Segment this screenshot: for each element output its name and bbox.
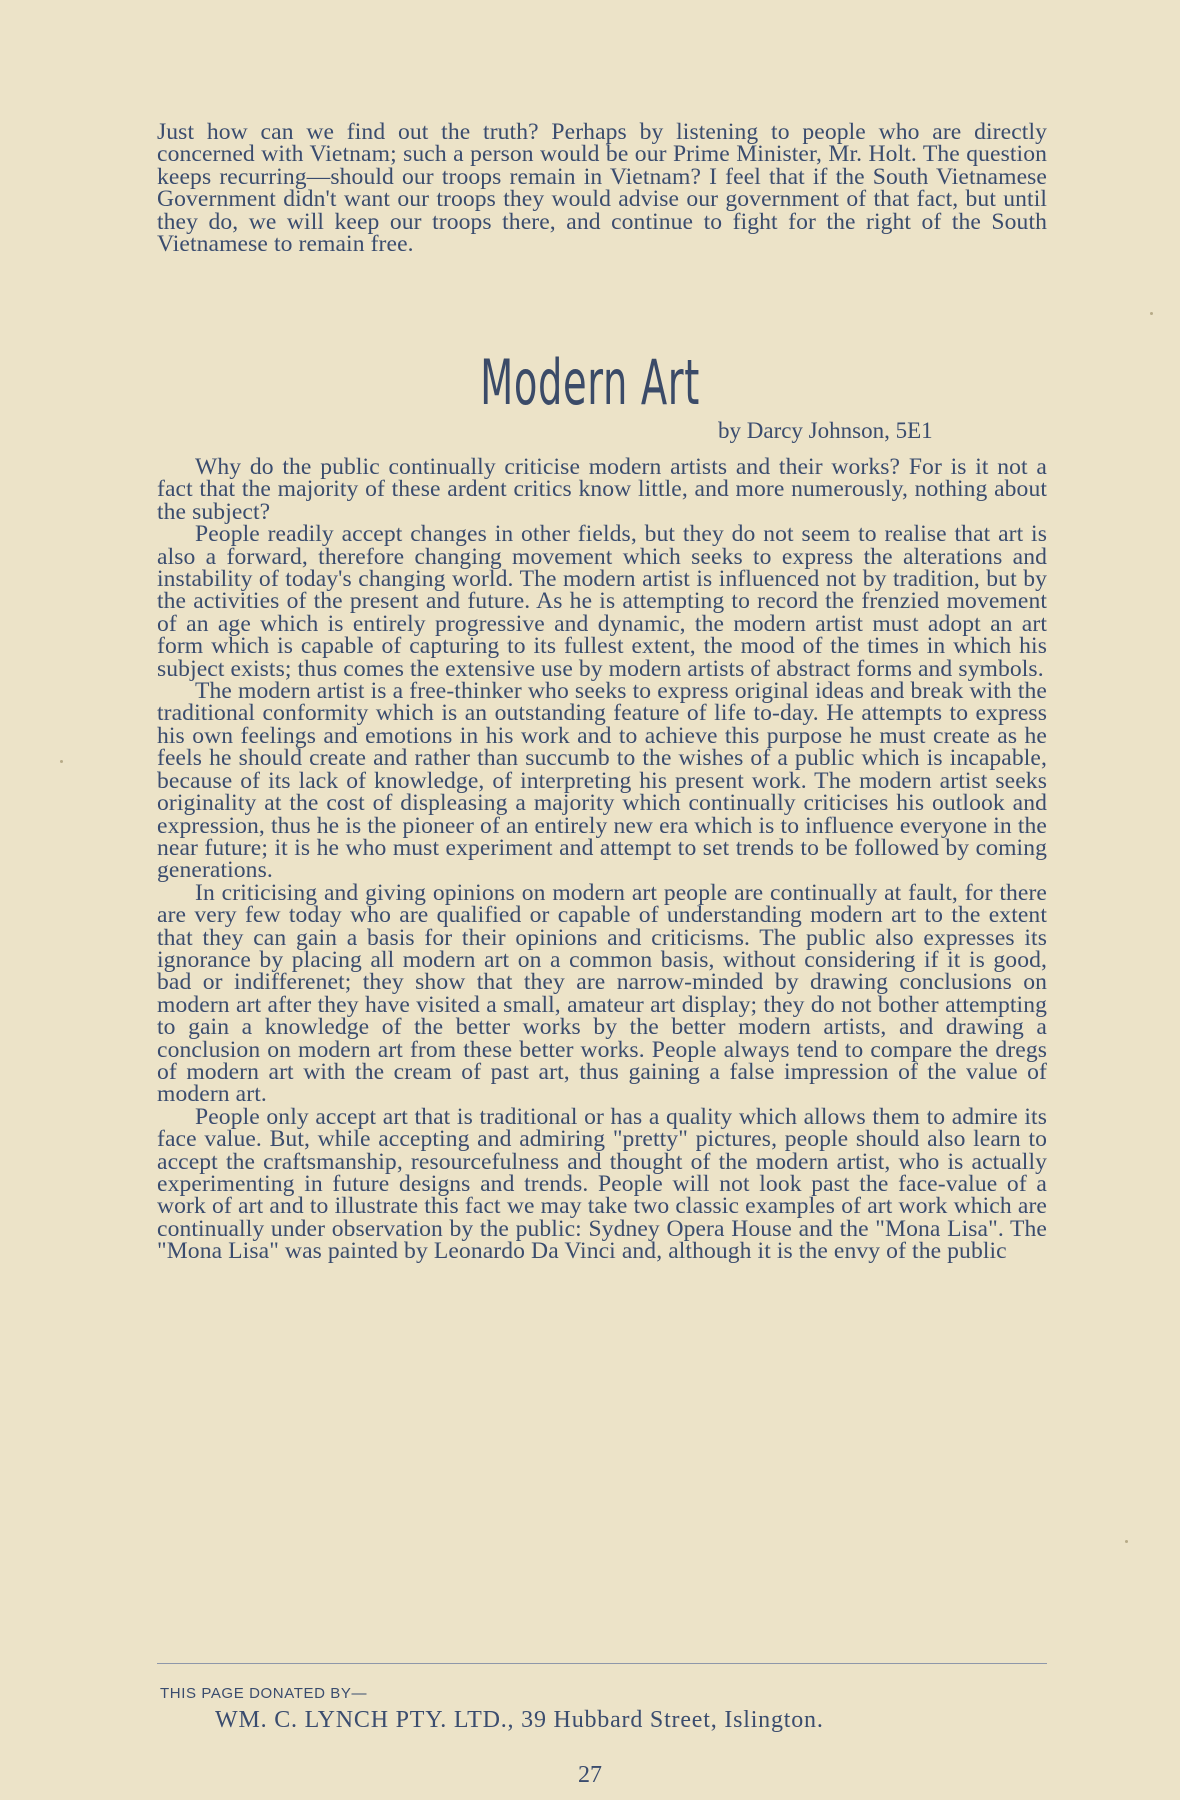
footer-divider: [157, 1663, 1047, 1664]
page-number: 27: [578, 1762, 602, 1788]
article-paragraph: Why do the public continually criticise modern artists and their works? For is it not a fact that the majority of these ardent critics know little, and more numerously, nothing about the subject?: [157, 454, 1047, 525]
intro-section: [157, 119, 1047, 258]
paper-speck: [1125, 1540, 1128, 1543]
article-body: [157, 456, 1047, 1263]
article-paragraph: The modern artist is a free-thinker who seeks to express original ideas and break with the traditional conformity which is an outstanding feature of life to-day. He attempts to express his own feelings and emotions in his work and to achieve this purpose he must create as he feels he should create and rather than succumb to the wishes of a public which is incapable, because of its lack of knowledge, of interpreting his present work. The modern artist seeks originality at the cost of displeasing a majority which continually criticises his outlook and expression, thus he is the pioneer of an entirely new era which is to influence everyone in the near future; it is he who must experiment and attempt to set trends to be followed by coming generations.: [157, 678, 1047, 884]
donated-label: THIS PAGE DONATED BY—: [160, 1685, 368, 1702]
intro-paragraph: Just how can we find out the truth? Perhaps by listening to people who are directly concerned with Vietnam; such a person would be our Prime Minister, Mr. Holt. The question keeps recurring—should our troops remain in Vietnam? I feel that if the South Vietnamese Government didn't want our troops they would advise our government of that fact, but until they do, we will keep our troops there, and continue to fight for the right of the South Vietnamese to remain free.: [157, 119, 1047, 258]
paper-speck: [60, 760, 63, 763]
paper-speck: [1150, 312, 1153, 315]
article-byline: by Darcy Johnson, 5E1: [718, 418, 933, 443]
article-paragraph: In criticising and giving opinions on modern art people are continually at fault, for there are very few today who are qualified or capable of understanding modern art to the extent that they can gain a basis for their opinions and criticisms. The public also expresses its ignorance by placing all modern art on a common basis, without considering if it is good, bad or indifferenet; they show that they are narrow-minded by drawing conclusions on modern art after they have visited a small, amateur art display; they do not bother attempting to gain a knowledge of the better works by the better modern artists, and drawing a conclusion on modern art from these better works. People always tend to compare the dregs of modern art with the cream of past art, thus gaining a false impression of the value of modern art.: [157, 879, 1047, 1108]
article-paragraph: People only accept art that is traditional or has a quality which allows them to admire its face value. But, while accepting and admiring "pretty" pictures, people should also learn to accept the craftsmanship, resourcefulness and thought of the modern artist, who is actually experimenting in future designs and trends. People will not look past the face-value of a work of art and to illustrate this fact we may take two classic examples of art work which are continually under observation by the public: Sydney Opera House and the "Mona Lisa". The "Mona Lisa" was painted by Leonardo Da Vinci and, although it is the envy of the public: [157, 1103, 1047, 1265]
donor-name: WM. C. LYNCH PTY. LTD., 39 Hubbard Street, Islington.: [215, 1707, 824, 1733]
article-paragraph: People readily accept changes in other fields, but they do not seem to realise that art is also a forward, therefore changing movement which seeks to express the alterations and instability of today's changing world. The modern artist is influenced not by tradition, but by the activities of the present and future. As he is attempting to record the frenzied movement of an age which is entirely progressive and dynamic, the modern artist must adopt an art form which is capable of capturing to its fullest extent, the mood of the times in which his subject exists; thus comes the extensive use by modern artists of abstract forms and symbols.: [157, 521, 1047, 682]
article-title: Modern Art: [480, 346, 700, 419]
